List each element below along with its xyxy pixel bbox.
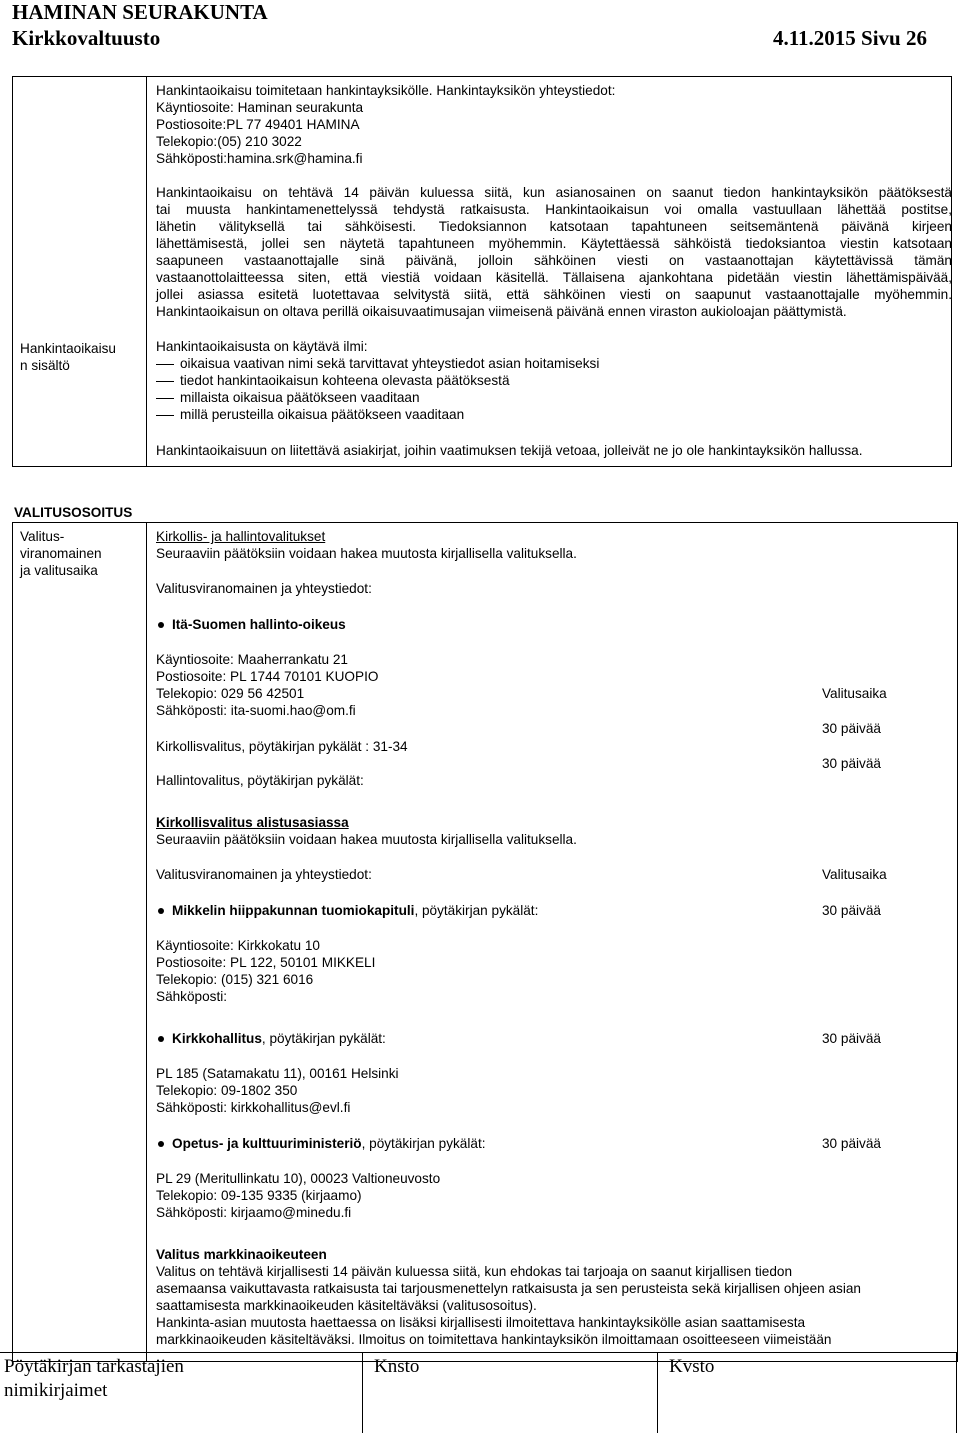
period-label: Valitusaika — [822, 686, 887, 701]
market-court-line: Hankinta-asian muutosta haettaessa on lisäksi kirjallisesti ilmoitettava hankintayksikölle asian saattamisesta — [156, 1315, 806, 1330]
period-value: 30 päivää — [822, 721, 881, 736]
procurement-intro-1: Hankintaoikaisu toimitetaan hankintayksikölle. Hankintayksikön yhteystiedot: — [156, 83, 616, 98]
footer-initials-label: nimikirjaimet — [4, 1380, 108, 1401]
procurement-intro-3: Postiosoite:PL 77 49401 HAMINA — [156, 117, 360, 132]
procurement-para-line: vastaanottolaitteessa siten, että viestiä voidaan käsitellä. Tällaisena ajankohtana pidetään viestin lähettämispäivää, — [156, 270, 952, 285]
ministry-address: PL 29 (Meritullinkatu 10), 00023 Valtioneuvosto — [156, 1171, 441, 1186]
footer-initials-label: Pöytäkirjan tarkastajien — [4, 1356, 184, 1377]
chapter-address: Telekopio: (015) 321 6016 — [156, 972, 314, 987]
procurement-intro-2: Käyntiosoite: Haminan seurakunta — [156, 100, 364, 115]
appeal-col-divider — [146, 522, 147, 1362]
footer-kvsto: Kvsto — [669, 1356, 715, 1377]
procurement-para-line: tai muusta hankintamenettelyssä tehdystä ratkaisusta. Hankintaoikaisun voi omalla vastuullaan lähettää postitse, — [156, 202, 952, 217]
procurement-intro-4: Telekopio:(05) 210 3022 — [156, 134, 302, 149]
content-side-label: Hankintaoikaisu — [20, 341, 116, 356]
market-court-line: saattamisesta markkinaoikeuden käsiteltäväksi (valitusosoitus). — [156, 1298, 537, 1313]
period-value: 30 päivää — [822, 1136, 881, 1151]
church-admin-heading: Kirkollis- ja hallintovalitukset — [156, 529, 326, 544]
church-admin-authority-label: Valitusviranomainen ja yhteystiedot: — [156, 581, 372, 596]
procurement-para-line: Hankintaoikaisun on oltava perillä oikaisuvaatimusajan viimeisenä päivänä ennen viraston aukioloajan päättymistä. — [156, 304, 847, 319]
bullet-icon — [158, 1141, 164, 1147]
period-value: 30 päivää — [822, 903, 881, 918]
subjection-intro: Seuraaviin päätöksiin voidaan hakea muutosta kirjallisella valituksella. — [156, 832, 577, 847]
appeal-section-title: VALITUSOSOITUS — [14, 505, 133, 520]
dash-icon — [156, 381, 174, 382]
org-title: HAMINAN SEURAKUNTA — [12, 0, 268, 24]
procurement-para-line: Hankintaoikaisu on tehtävä 14 päivän kuluessa siitä, kun asianosainen on saanut tiedon hankintayksikön päätöksestä — [156, 185, 952, 200]
dash-icon — [156, 415, 174, 416]
board-address: Sähköposti: kirkkohallitus@evl.fi — [156, 1100, 351, 1115]
authority-address: Postiosoite: PL 1744 70101 KUOPIO — [156, 669, 379, 684]
footer-divider-2 — [657, 1352, 658, 1433]
body-title: Kirkkovaltuusto — [12, 26, 161, 50]
authority-name: Itä-Suomen hallinto-oikeus — [156, 616, 346, 633]
bullet-icon — [158, 908, 164, 914]
procurement-para-line: lähetin välityksellä tai sähköisesti. Tiedoksiannon katsotaan tapahtuneen seitsemäntenä päivänä kirjeen — [156, 219, 952, 234]
attachments-note: Hankintaoikaisuun on liitettävä asiakirjat, joihin vaatimuksen tekijä vetoaa, jolleivät ne jo ole hankintayksikön hallussa. — [156, 443, 863, 458]
admin-appeal-sections: Hallintovalitus, pöytäkirjan pykälät: — [156, 773, 364, 788]
period-value: 30 päivää — [822, 756, 881, 771]
chapter-entry: Mikkelin hiippakunnan tuomiokapituli, pöytäkirjan pykälät: — [156, 902, 538, 919]
market-court-line: asemaansa vaikuttavasta ratkaisusta tai tarjousmenettelyn ratkaisusta ja sen perusteista sekä kirjallisen ohjeen asian — [156, 1281, 861, 1296]
period-value: 30 päivää — [822, 1031, 881, 1046]
procurement-intro-5: Sähköposti:hamina.srk@hamina.fi — [156, 151, 363, 166]
board-address: PL 185 (Satamakatu 11), 00161 Helsinki — [156, 1066, 399, 1081]
chapter-address: Käyntiosoite: Kirkkokatu 10 — [156, 938, 320, 953]
ministry-entry: Opetus- ja kulttuuriministeriö, pöytäkirjan pykälät: — [156, 1135, 486, 1152]
chapter-address: Postiosoite: PL 122, 50101 MIKKELI — [156, 955, 376, 970]
period-label: Valitusaika — [822, 867, 887, 882]
market-court-heading: Valitus markkinaoikeuteen — [156, 1247, 327, 1262]
church-admin-intro: Seuraaviin päätöksiin voidaan hakea muutosta kirjallisella valituksella. — [156, 546, 577, 561]
dash-icon — [156, 364, 174, 365]
content-item: millä perusteilla oikaisua päätökseen vaaditaan — [156, 406, 464, 423]
subjection-heading: Kirkollisvalitus alistusasiassa — [156, 815, 349, 830]
content-item: oikaisua vaativan nimi sekä tarvittavat yhteystiedot asian hoitamiseksi — [156, 355, 599, 372]
board-entry: Kirkkohallitus, pöytäkirjan pykälät: — [156, 1030, 386, 1047]
procurement-col-divider — [146, 76, 147, 467]
ministry-address: Telekopio: 09-135 9335 (kirjaamo) — [156, 1188, 362, 1203]
content-side-label: n sisältö — [20, 358, 70, 373]
procurement-para-line: lähettämisestä, jollei sen näytetä tapahtuneen myöhemmin. Käytettäessä sähköistä tiedoksiantoa viestin katsotaan — [156, 236, 952, 251]
footer-knsto: Knsto — [374, 1356, 420, 1377]
church-appeal-sections: Kirkollisvalitus, pöytäkirjan pykälät : 31-34 — [156, 739, 408, 754]
appeal-side-label: viranomainen — [20, 546, 102, 561]
chapter-address: Sähköposti: — [156, 989, 228, 1004]
authority-address: Käyntiosoite: Maaherrankatu 21 — [156, 652, 348, 667]
appeal-side-label: ja valitusaika — [20, 563, 98, 578]
subjection-authority-label: Valitusviranomainen ja yhteystiedot: — [156, 867, 372, 882]
market-court-line: markkinaoikeuden käsiteltäväksi. Ilmoitus on toimitettava hankintayksikön ilmoittamaan osoitteeseen viimeistään — [156, 1332, 832, 1347]
content-intro: Hankintaoikaisusta on käytävä ilmi: — [156, 339, 368, 354]
authority-address: Sähköposti: ita-suomi.hao@om.fi — [156, 703, 356, 718]
date-page: 4.11.2015 Sivu 26 — [772, 26, 927, 50]
procurement-para-line: jollei asiassa esitetä luotettavaa selvitystä siitä, että sähköinen viesti on saapunut vastaanottajalle myöhemmin. — [156, 287, 952, 302]
ministry-address: Sähköposti: kirjaamo@minedu.fi — [156, 1205, 352, 1220]
appeal-side-label: Valitus- — [20, 529, 65, 544]
bullet-icon — [158, 622, 164, 628]
content-item: tiedot hankintaoikaisun kohteena olevasta päätöksestä — [156, 372, 510, 389]
footer-divider-1 — [362, 1352, 363, 1433]
board-address: Telekopio: 09-1802 350 — [156, 1083, 298, 1098]
content-item: millaista oikaisua päätökseen vaaditaan — [156, 389, 420, 406]
procurement-para-line: saapuneen vastaanottajalle sinä päivänä, jolloin sähköinen viesti on vastaanottajan käytettävissä tämän — [156, 253, 952, 268]
bullet-icon — [158, 1036, 164, 1042]
authority-address: Telekopio: 029 56 42501 — [156, 686, 305, 701]
market-court-line: Valitus on tehtävä kirjallisesti 14 päivän kuluessa siitä, kun ehdokas tai tarjoaja on saanut kirjallisen tiedon — [156, 1264, 792, 1279]
appeal-table — [12, 522, 958, 1362]
dash-icon — [156, 398, 174, 399]
